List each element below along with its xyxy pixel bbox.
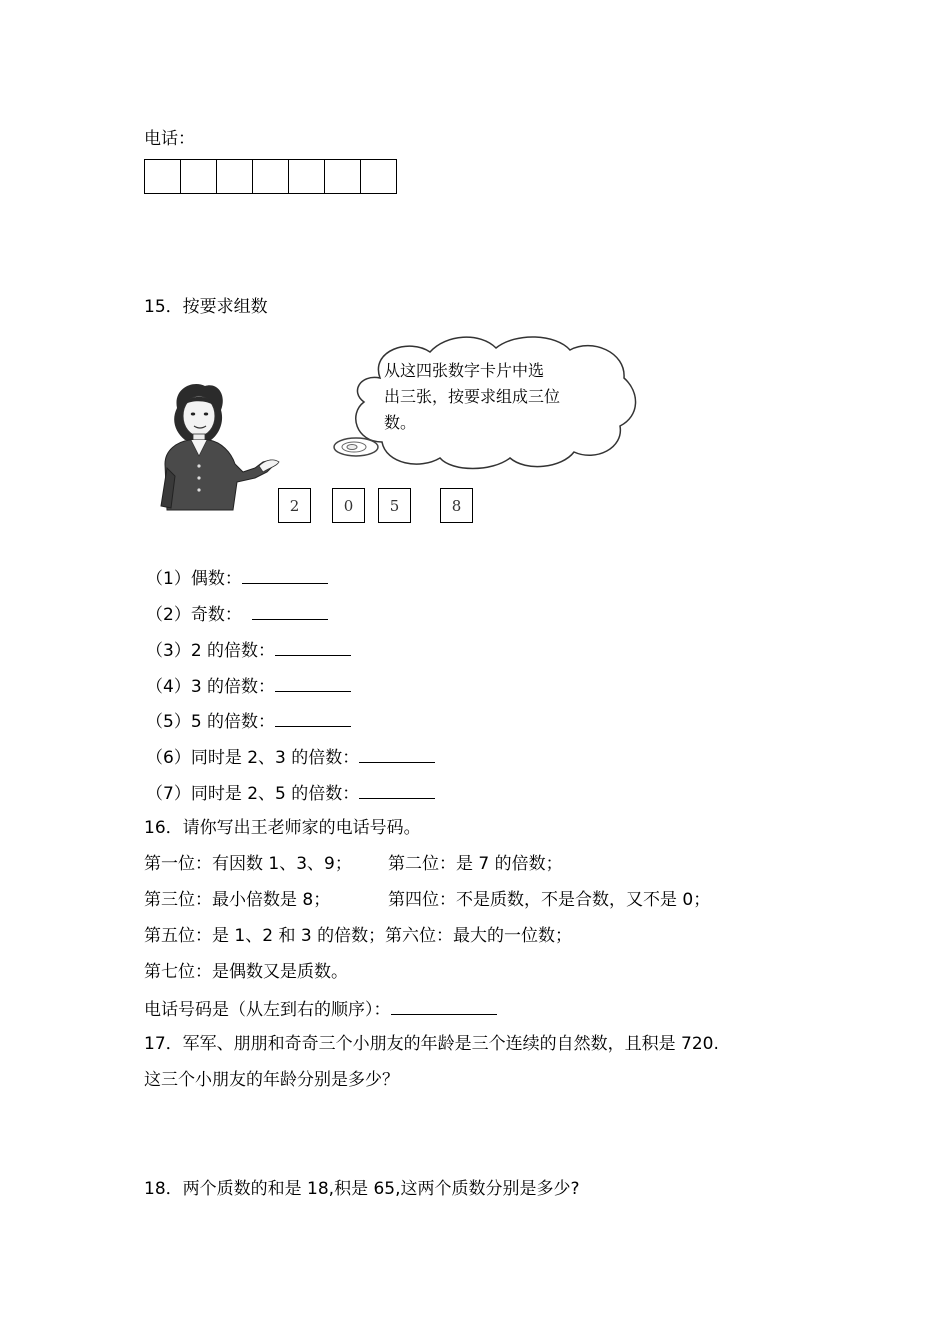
q17-line: 17．军军、朋朋和奇奇三个小朋友的年龄是三个连续的自然数，且积是 720. — [144, 1034, 719, 1054]
phone-digit-box[interactable] — [288, 159, 325, 194]
q16-answer — [144, 998, 497, 1020]
q15-item — [146, 675, 351, 697]
teacher-illustration — [155, 380, 280, 515]
q15-item-label: （3）2 的倍数： — [146, 641, 276, 661]
q16-clue: 第七位：是偶数又是质数。 — [144, 962, 348, 982]
q15-item-label: （7）同时是 2、5 的倍数： — [146, 784, 360, 804]
number-card: 0 — [332, 488, 365, 523]
q15-title: 15．按要求组数 — [144, 297, 268, 317]
q16-answer-label: 电话号码是（从左到右的顺序）： — [144, 1000, 391, 1020]
q16-clue: 第一位：有因数 1、3、9； — [144, 854, 352, 874]
phone-label: 电话： — [144, 129, 195, 149]
q15-item — [146, 639, 351, 661]
number-card: 8 — [440, 488, 473, 523]
phone-digit-box[interactable] — [252, 159, 289, 194]
q16-clue: 第二位：是 7 的倍数； — [388, 854, 563, 874]
answer-blank[interactable] — [252, 603, 328, 620]
q16-clue: 第四位：不是质数，不是合数，又不是 0； — [388, 890, 711, 910]
phone-digit-box[interactable] — [144, 159, 181, 194]
q15-item-label: （4）3 的倍数： — [146, 677, 276, 697]
phone-boxes — [144, 159, 396, 194]
phone-digit-box[interactable] — [360, 159, 397, 194]
answer-blank[interactable] — [242, 567, 328, 584]
answer-blank[interactable] — [275, 710, 351, 727]
phone-digit-box[interactable] — [216, 159, 253, 194]
q15-item-label: （1）偶数： — [146, 569, 242, 589]
bubble-line: 数。 — [384, 413, 417, 432]
phone-digit-box[interactable] — [180, 159, 217, 194]
q15-item — [146, 746, 435, 768]
q15-item-label: （5）5 的倍数： — [146, 712, 276, 732]
number-card: 2 — [278, 488, 311, 523]
bubble-line: 出三张，按要求组成三位 — [384, 387, 561, 406]
answer-blank[interactable] — [275, 675, 351, 692]
q15-item — [146, 782, 435, 804]
q16-title: 16．请你写出王老师家的电话号码。 — [144, 818, 421, 838]
bubble-line: 从这四张数字卡片中选 — [384, 361, 545, 380]
phone-digit-box[interactable] — [324, 159, 361, 194]
q18-line: 18．两个质数的和是 18,积是 65,这两个质数分别是多少? — [144, 1179, 580, 1199]
answer-blank[interactable] — [391, 998, 497, 1015]
q17-line: 这三个小朋友的年龄分别是多少？ — [144, 1070, 399, 1090]
q16-clue: 第五位：是 1、2 和 3 的倍数；第六位：最大的一位数； — [144, 926, 573, 946]
answer-blank[interactable] — [359, 782, 435, 799]
bubble-text — [384, 358, 584, 436]
q15-item — [146, 710, 351, 732]
q15-item-label: （6）同时是 2、3 的倍数： — [146, 748, 360, 768]
answer-blank[interactable] — [359, 746, 435, 763]
q15-item — [146, 603, 328, 625]
q15-item-label: （2）奇数： — [146, 605, 242, 625]
q15-item — [146, 567, 328, 589]
answer-blank[interactable] — [275, 639, 351, 656]
number-card: 5 — [378, 488, 411, 523]
q16-clue: 第三位：最小倍数是 8； — [144, 890, 331, 910]
